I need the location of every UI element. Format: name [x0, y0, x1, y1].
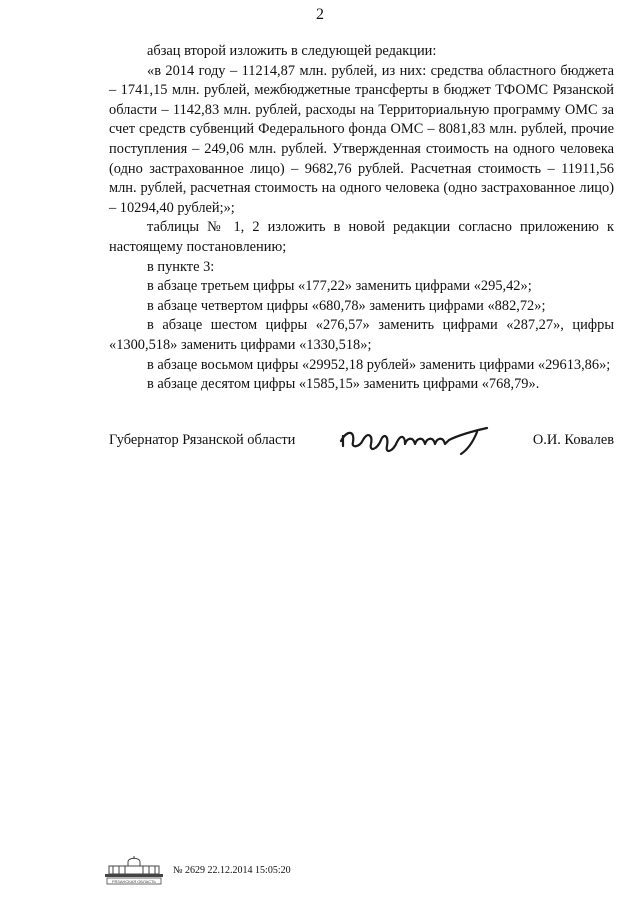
- paragraph-eighth: в абзаце восьмом цифры «29952,18 рублей» заменить цифрами «29613,86»;: [147, 356, 611, 373]
- signatory-name: О.И. Ковалев: [532, 432, 614, 448]
- paragraph-fourth: в абзаце четвертом цифры «680,78» заменить цифрами «882,72»;: [147, 297, 546, 314]
- paragraph-intro: абзац второй изложить в следующей редакции:: [147, 43, 437, 59]
- paragraph-third: в абзаце третьем цифры «177,22» заменить цифрами «295,42»;: [147, 278, 532, 295]
- registration-footer: [103, 850, 363, 890]
- document-body: [109, 42, 614, 395]
- seal-caption: РЯЗАНСКАЯ ОБЛАСТЬ: [111, 879, 157, 884]
- signature-block: [109, 422, 614, 462]
- paragraph-quote: «в 2014 году – 11214,87 млн. рублей, из них: средства областного бюджета – 1741,15 млн. рублей, межбюджетные трансферты в бюджет ТФОМС Рязанской области – 1142,83 млн. рублей, расходы на Территориальную программу ОМС за счет средств субвенций Федерального фонда ОМС – 8081,83 млн. рублей, прочие поступления – 249,06 млн. рублей. Утвержденная стоимость на одного человека (одно застрахованное лицо) – 9682,76 рублей. Расчетная стоимость – 11911,56 млн. рублей, расчетная стоимость на одного человека (одно застрахованное лицо) – 10294,40 рублей;»;: [109, 62, 614, 216]
- paragraph-tenth: в абзаце десятом цифры «1585,15» заменить цифрами «768,79».: [147, 376, 540, 393]
- paragraph-tables: таблицы № 1, 2 изложить в новой редакции согласно приложению к настоящему постановлению;: [109, 219, 614, 255]
- registration-stamp: № 2629 22.12.2014 15:05:20: [173, 865, 291, 876]
- paragraph-item-3: в пункте 3:: [147, 258, 215, 275]
- signatory-title: Губернатор Рязанской области: [109, 432, 296, 448]
- page-number: 2: [316, 6, 324, 23]
- handwritten-signature: [337, 422, 507, 458]
- paragraph-sixth: в абзаце шестом цифры «276,57» заменить цифрами «287,27», цифры «1300,518» заменить цифрами «1330,518»;: [109, 317, 614, 353]
- building-seal-icon: [103, 854, 165, 886]
